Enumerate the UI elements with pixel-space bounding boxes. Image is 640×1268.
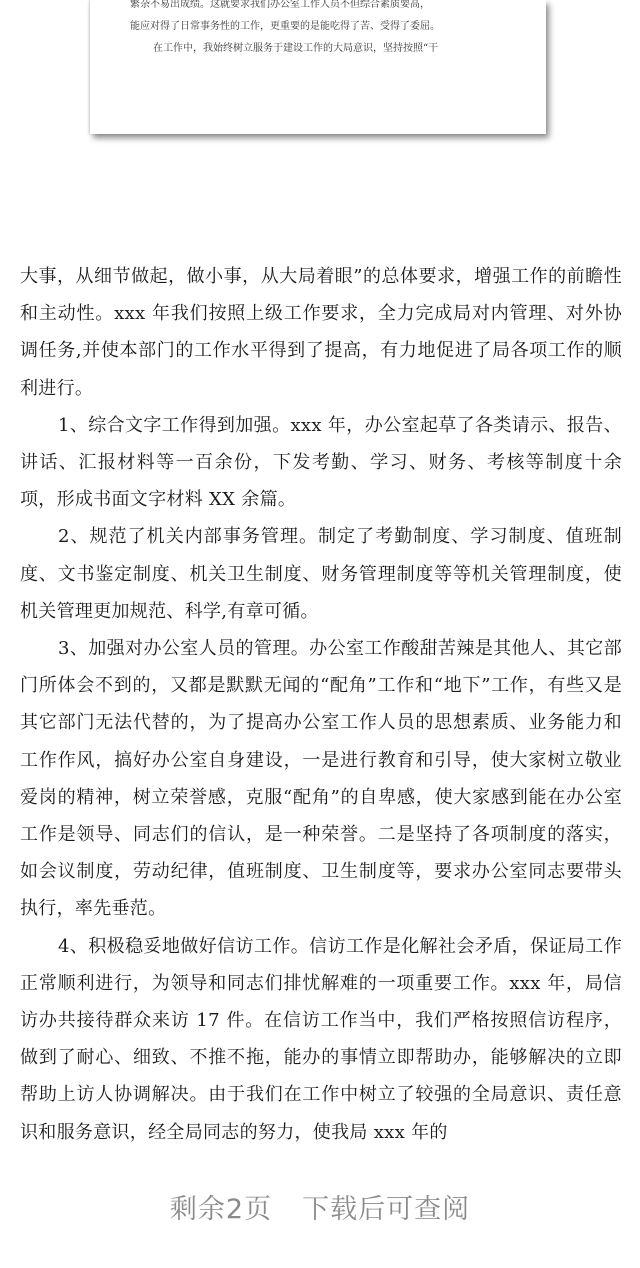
preview-line: 能应对得了日常事务性的工作，更重要的是能吃得了苦、受得了委屈。 [130, 21, 440, 32]
paragraph-item-2: 2、规范了机关内部事务管理。制定了考勤制度、学习制度、值班制度、文书鉴定制度、机关卫生制度、财务管理制度等等机关管理制度，使机关管理更加规范、科学,有章可循。 [20, 526, 622, 622]
paragraph-item-4: 4、积极稳妥地做好信访工作。信访工作是化解社会矛盾，保证局工作正常顺利进行，为领导和同志们排忧解难的一项重要工作。xxx 年，局信访办共接待群众来访 17 件。在信访工作当中，我们严格按照信访程序，做到了耐心、细致、不推不拖，能办的事情立即帮助办，能够解决的立即帮助上访人协调解决。由于我们在工作中树立了较强的全局意识、责任意识和服务意识，经全局同志的努力，使我局 xxx 年的 [20, 935, 622, 1143]
paragraph-item-1: 1、综合文字工作得到加强。xxx 年，办公室起草了各类请示、报告、讲话、汇报材料等一百余份，下发考勤、学习、财务、考核等制度十余项，形成书面文字材料 XX 余篇。 [20, 414, 622, 511]
download-hint-label[interactable]: 下载后可查阅 [302, 1193, 471, 1225]
paragraph-item-3: 3、加强对办公室人员的管理。办公室工作酸甜苦辣是其他人、其它部门所体会不到的，又都是默默无闻的“配角”工作和“地下”工作，有些又是其它部门无法代替的，为了提高办公室工作人员的思想素质、业务能力和工作作风，搞好办公室自身建设，一是进行教育和引导，使大家树立敬业爱岗的精神，树立荣誉感，克服“配角”的自卑感，使大家感到能在办公室工作是领导、同志们的信认，是一种荣誉。二是坚持了各项制度的落实，如会议制度，劳动纪律，值班制度、卫生制度等，要求办公室同志要带头执行，率先垂范。 [20, 638, 622, 920]
remaining-pages-label[interactable]: 剩余2页 [169, 1193, 273, 1225]
paragraph-continuation: 大事，从细节做起，做小事，从大局着眼”的总体要求，增强工作的前瞻性和主动性。xxx 年我们按照上级工作要求，全力完成局对内管理、对外协调任务,并使本部门的工作水平得到了提高，有力地促进了局各项工作的顺利进行。 [20, 266, 622, 399]
preview-line: 繁杂不易出成绩。这就要求我们办公室工作人员不但综合素质要高， [130, 0, 430, 10]
document-body [20, 258, 622, 1151]
read-more-banner[interactable] [0, 1176, 640, 1236]
preview-line: 在工作中，我始终树立服务于建设工作的大局意识，坚持按照“干 [153, 43, 439, 54]
page-preview-card [90, 0, 546, 134]
